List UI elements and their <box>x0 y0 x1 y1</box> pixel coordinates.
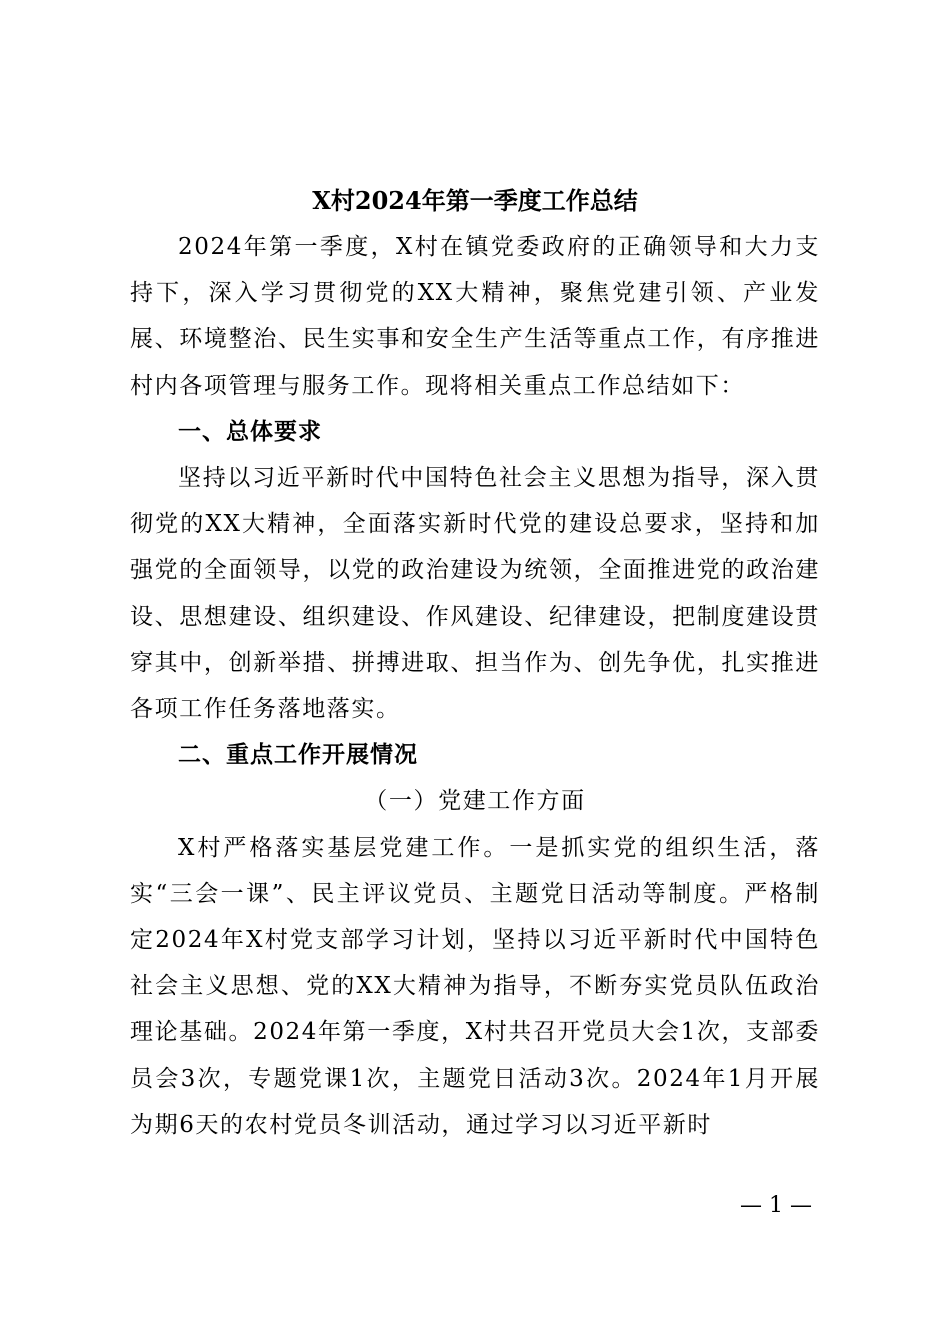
party-building-paragraph: X村严格落实基层党建工作。一是抓实党的组织生活，落实“三会一课”、民主评议党员、主题党日活动等制度。严格制定2024年X村党支部学习计划，坚持以习近平新时代中国特色社会主义思想、党的XX大精神为指导，不断夯实党员队伍政治理论基础。2024年第一季度，X村共召开党员大会1次，支部委员会3次，专题党课1次，主题党日活动3次。2024年1月开展为期6天的农村党员冬训活动，通过学习以习近平新时 <box>130 834 820 1138</box>
intro-paragraph: 2024年第一季度，X村在镇党委政府的正确领导和大力支持下，深入学习贯彻党的XX大精神，聚焦党建引领、产业发展、环境整治、民生实事和安全生产生活等重点工作，有序推进村内各项管理与服务工作。现将相关重点工作总结如下： <box>130 234 820 399</box>
document-body <box>130 224 820 1148</box>
overall-requirements-paragraph: 坚持以习近平新时代中国特色社会主义思想为指导，深入贯彻党的XX大精神，全面落实新时代党的建设总要求，坚持和加强党的全面领导，以党的政治建设为统领，全面推进党的政治建设、思想建设、组织建设、作风建设、纪律建设，把制度建设贯穿其中，创新举措、拼搏进取、担当作为、创先争优，扎实推进各项工作任务落地落实。 <box>130 465 820 723</box>
page-number: — 1 — <box>740 1193 812 1218</box>
section-heading-key-work: 二、重点工作开展情况 <box>178 742 418 769</box>
document-title: X村2024年第一季度工作总结 <box>312 186 638 215</box>
section-heading-overall-requirements: 一、总体要求 <box>178 418 322 445</box>
subsection-heading-party-building: （一）党建工作方面 <box>364 788 586 815</box>
